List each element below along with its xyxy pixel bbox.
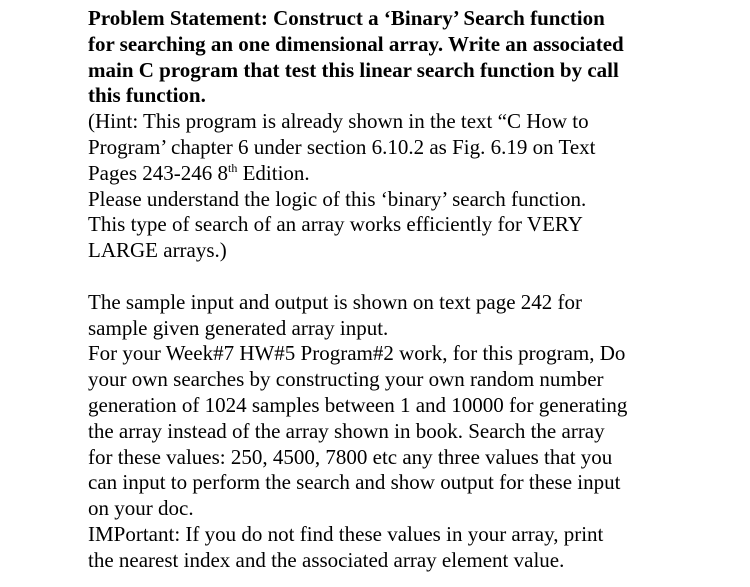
instruction-line: sample given generated array input. xyxy=(88,315,389,340)
hint-line: Program’ chapter 6 under section 6.10.2 as Fig. 6.19 on Text xyxy=(88,134,596,159)
problem-line: for searching an one dimensional array. Write an associated xyxy=(88,31,624,56)
instruction-line: on your doc. xyxy=(88,496,194,521)
problem-line: Problem Statement: Construct a ‘Binary’ Search function xyxy=(88,6,605,30)
instruction-line: The sample input and output is shown on text page 242 for xyxy=(88,289,583,314)
document-body xyxy=(88,6,743,574)
instructions-paragraph xyxy=(88,290,743,574)
instruction-line: your own searches by constructing your own random number xyxy=(88,367,604,392)
hint-pages-text: Pages 243-246 8 xyxy=(88,160,228,185)
instruction-line: can input to perform the search and show output for these input xyxy=(88,470,621,495)
problem-line: main C program that test this linear search function by call xyxy=(88,57,619,82)
instruction-line: the array instead of the array shown in book. Search the array xyxy=(88,418,605,443)
hint-line: This type of search of an array works efficiently for VERY xyxy=(88,212,583,237)
problem-statement xyxy=(88,6,743,109)
edition-superscript: th xyxy=(228,160,238,175)
hint-line-edition xyxy=(88,161,743,187)
instruction-line: For your Week#7 HW#5 Program#2 work, for this program, Do xyxy=(88,341,626,366)
hint-edition-text: Edition. xyxy=(237,160,310,185)
instruction-line: for these values: 250, 4500, 7800 etc any three values that you xyxy=(88,444,613,469)
instruction-line: generation of 1024 samples between 1 and 10000 for generating xyxy=(88,392,628,417)
problem-line: this function. xyxy=(88,83,206,108)
important-line: IMPortant: If you do not find these values in your array, print xyxy=(88,521,604,546)
hint-line: (Hint: This program is already shown in the text “C How to xyxy=(88,109,589,134)
hint-paragraph xyxy=(88,109,743,264)
important-line: the nearest index and the associated array element value. xyxy=(88,547,565,572)
hint-line: Please understand the logic of this ‘binary’ search function. xyxy=(88,186,587,211)
paragraph-spacer xyxy=(88,264,743,290)
hint-line: LARGE arrays.) xyxy=(88,238,227,263)
